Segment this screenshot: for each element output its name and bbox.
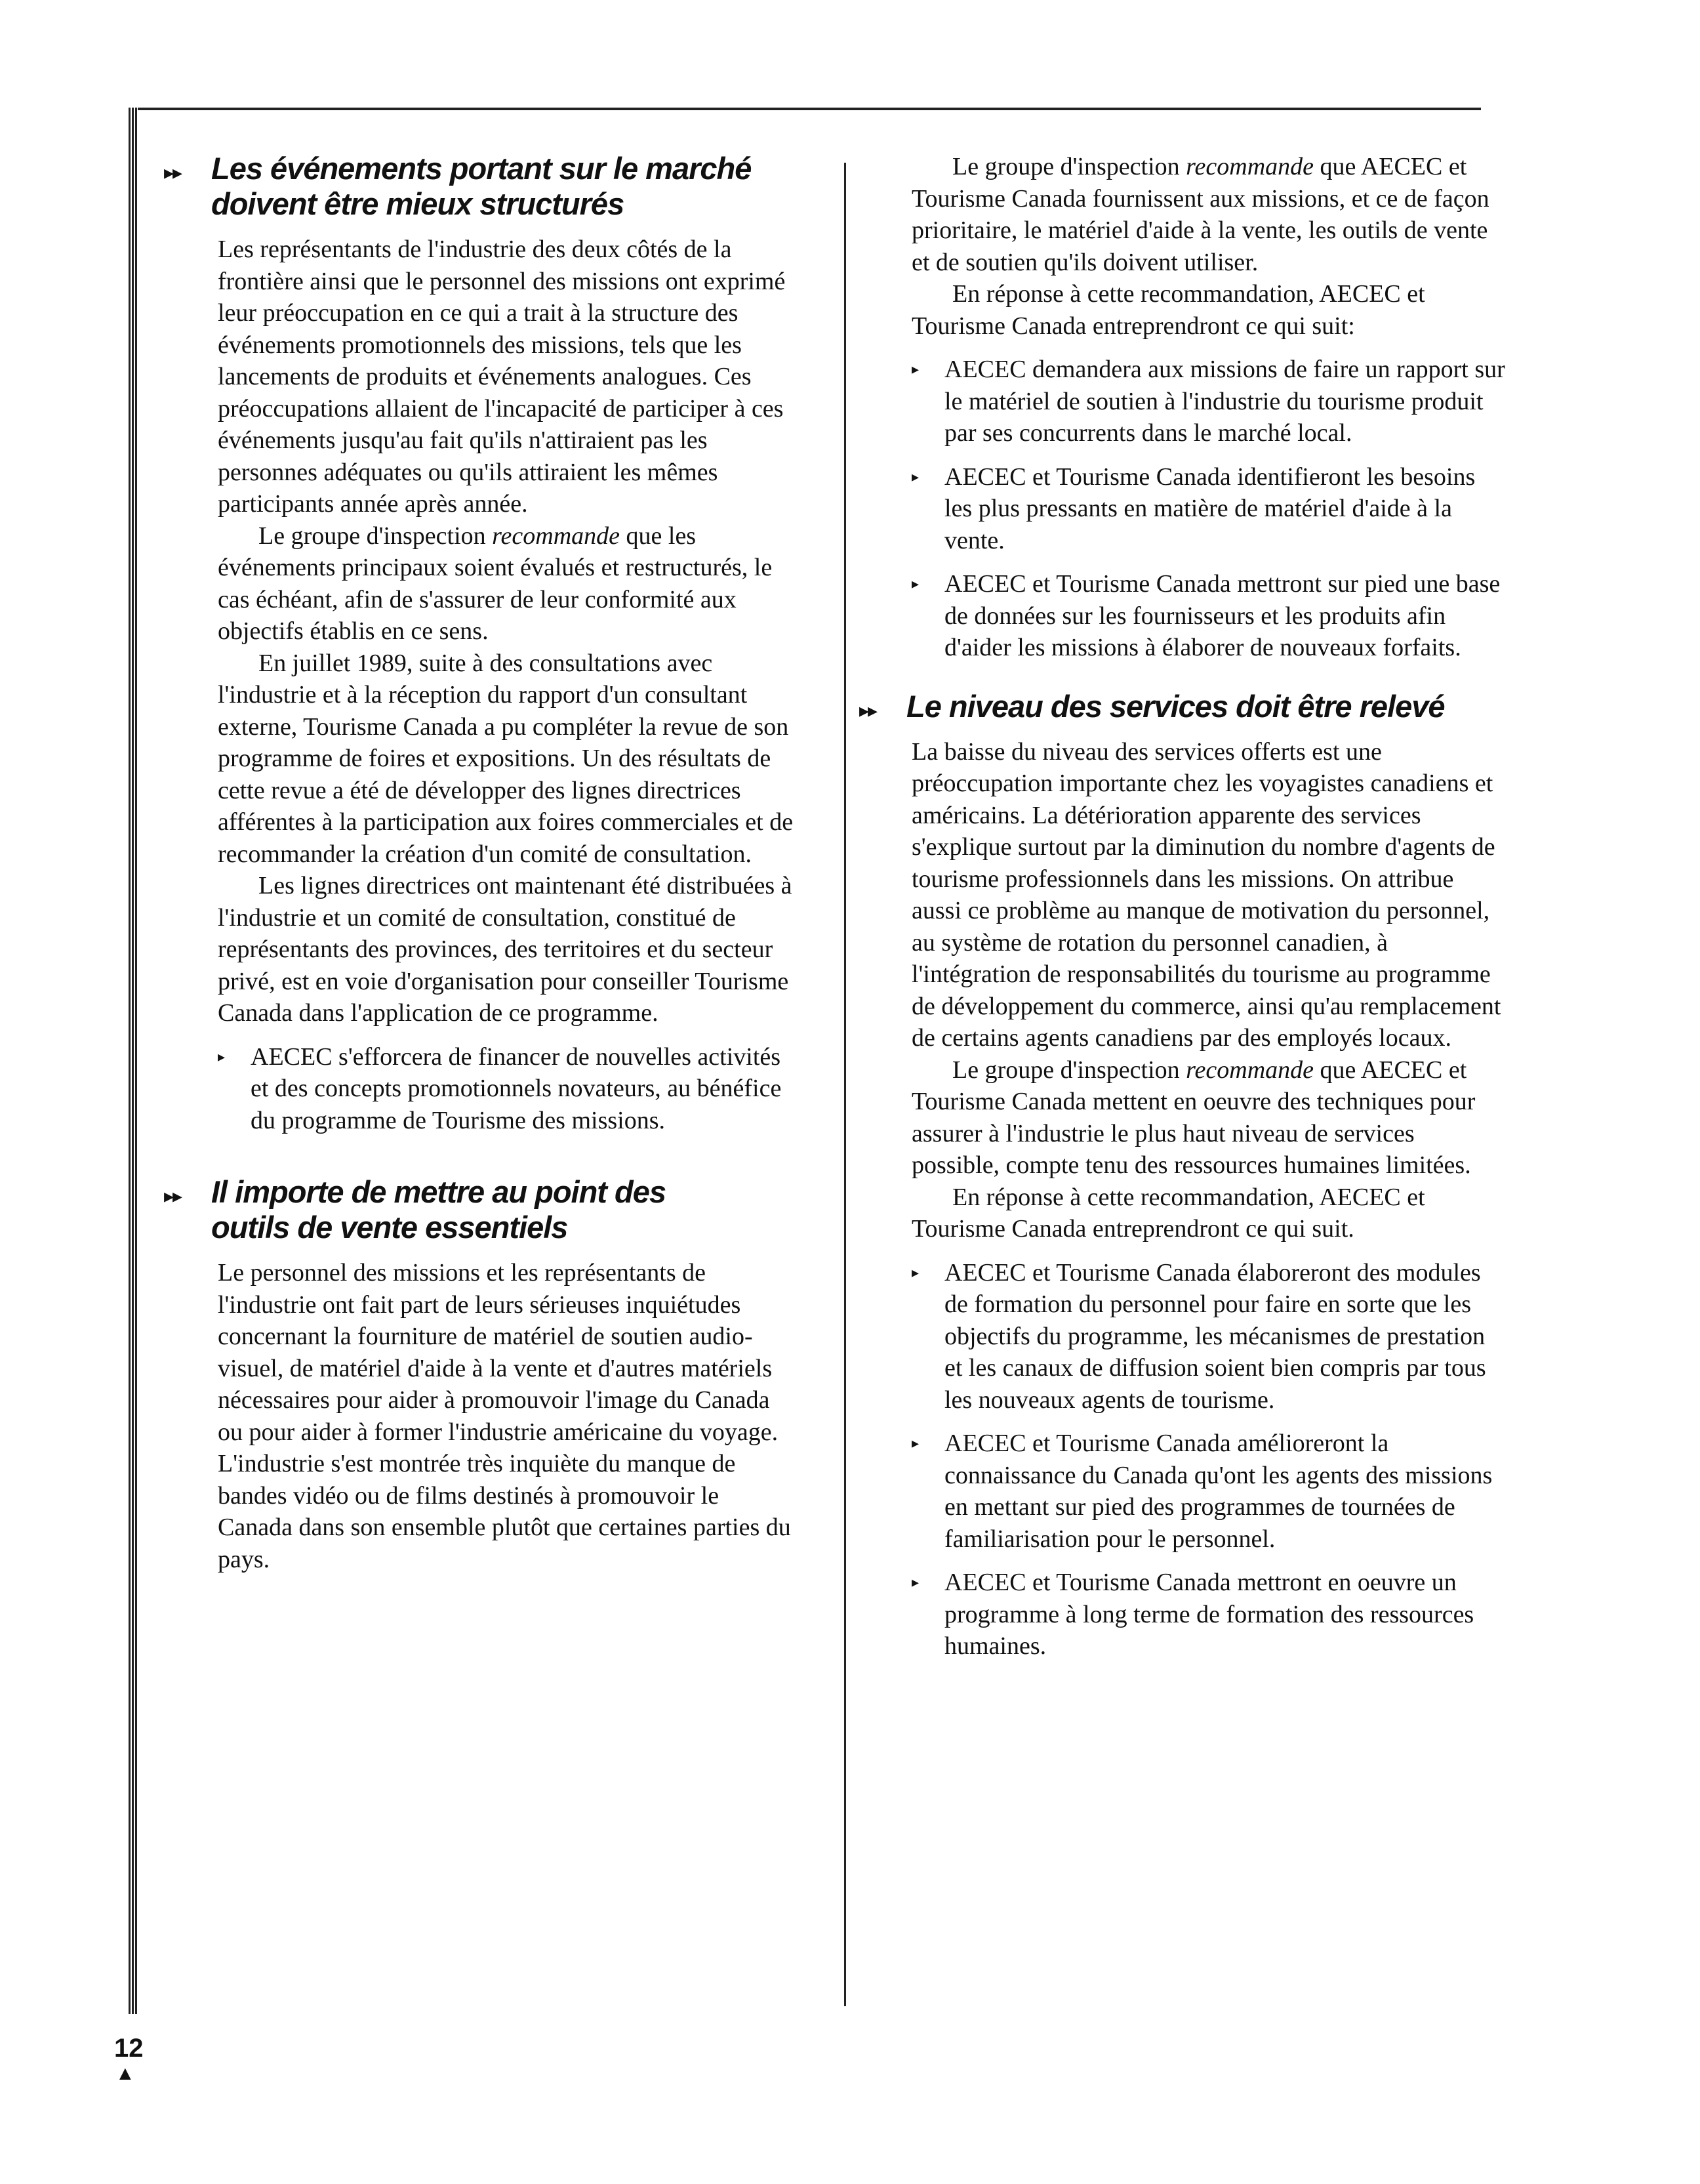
paragraph: En réponse à cette recommandation, AECEC et Tourisme Canada entreprendront ce qui suit.	[912, 1183, 1425, 1243]
section-title: Le niveau des services doit être relevé	[906, 688, 1445, 724]
left-margin-bar	[129, 108, 138, 2014]
list-item: ▸ AECEC et Tourisme Canada amélioreront la connaissance du Canada qu'ont les agents des missions en mettant sur pied des programmes de tournées de familiarisation pour le personnel.	[912, 1428, 1508, 1555]
section-title: Il importe de mettre au point des outils de vente essentiels	[211, 1174, 666, 1245]
list-item: ▸ AECEC et Tourisme Canada mettront en oeuvre un programme à long terme de formation des ressources humaines.	[912, 1567, 1508, 1662]
bullet-arrow-icon: ▸	[218, 1048, 226, 1065]
double-arrow-icon: ▸▸	[859, 699, 877, 722]
paragraph: Le groupe d'inspection recommande que AECEC et Tourisme Canada fournissent aux missions, et ce de façon prioritaire, le matériel d'aide à la vente, les outils de vente et de soutien qu'ils doivent utiliser.	[912, 153, 1489, 276]
list-item: ▸ AECEC demandera aux missions de faire un rapport sur le matériel de soutien à l'industrie du tourisme produit par ses concurrents dans le marché local.	[912, 354, 1508, 449]
list-item: ▸ AECEC et Tourisme Canada identifieront les besoins les plus pressants en matière de matériel d'aide à la vente.	[912, 461, 1508, 557]
section-heading-services	[859, 689, 1508, 724]
bullet-arrow-icon: ▸	[912, 468, 920, 485]
bullet-arrow-icon: ▸	[912, 1264, 920, 1281]
paragraph: Le personnel des missions et les représentants de l'industrie ont fait part de leurs sérieuses inquiétudes concernant la fourniture de matériel de soutien audio-visuel, de matériel d'aide à la vente et d'autres matériels nécessaires pour aider à promouvoir l'image du Canada ou pour aider à former l'industrie américaine du voyage. L'industrie s'est montrée très inquiète du manque de bandes vidéo ou de films destinés à promouvoir le Canada dans son ensemble plutôt que certaines parties du pays.	[218, 1259, 791, 1573]
right-column	[859, 151, 1508, 1674]
section-body-sales-tools-continued	[859, 151, 1508, 664]
section-title: Les événements portant sur le marché doivent être mieux structurés	[211, 151, 752, 221]
double-arrow-icon: ▸▸	[164, 1185, 182, 1207]
bullet-arrow-icon: ▸	[912, 575, 920, 592]
bullet-arrow-icon: ▸	[912, 1574, 920, 1590]
double-arrow-icon: ▸▸	[164, 162, 182, 184]
bullet-list	[218, 1041, 794, 1137]
section-body-sales-tools	[164, 1257, 794, 1575]
list-item: ▸ AECEC et Tourisme Canada mettront sur pied une base de données sur les fournisseurs et les produits afin d'aider les missions à élaborer de nouveaux forfaits.	[912, 568, 1508, 664]
section-body-events	[164, 234, 794, 1136]
section-heading-sales-tools	[164, 1174, 794, 1245]
top-rule	[129, 108, 1481, 110]
paragraph: Le groupe d'inspection recommande que AECEC et Tourisme Canada mettent en oeuvre des techniques pour assurer à l'industrie le plus haut niveau de services possible, compte tenu des ressources humaines limitées.	[912, 1056, 1476, 1179]
triangle-icon: ▲	[115, 2063, 135, 2084]
bullet-list	[912, 1257, 1508, 1662]
bullet-arrow-icon: ▸	[912, 1435, 920, 1451]
paragraph: Le groupe d'inspection recommande que les événements principaux soient évalués et restructurés, le cas échéant, afin de s'assurer de leur conformité aux objectifs établis en ce sens.	[218, 522, 773, 645]
paragraph: Les représentants de l'industrie des deux côtés de la frontière ainsi que le personnel des missions ont exprimé leur préoccupation en ce qui a trait à la structure des événements promotionnels des missions, tels que les lancements de produits et événements analogues. Ces préoccupations allaient de l'incapacité de participer à ces événements jusqu'au fait qu'ils n'attiraient pas les personnes adéquates ou qu'ils attiraient les mêmes participants année après année.	[218, 236, 786, 518]
section-body-services	[859, 736, 1508, 1662]
bullet-arrow-icon: ▸	[912, 361, 920, 377]
section-heading-events	[164, 151, 794, 222]
list-item: ▸ AECEC et Tourisme Canada élaboreront des modules de formation du personnel pour faire en sorte que les objectifs du programme, les mécanismes de prestation et les canaux de diffusion soient bien compris par tous les nouveaux agents de tourisme.	[912, 1257, 1508, 1416]
column-divider	[844, 163, 846, 2006]
bullet-list	[912, 354, 1508, 664]
list-item: ▸ AECEC s'efforcera de financer de nouvelles activités et des concepts promotionnels novateurs, au bénéfice du programme de Tourisme des missions.	[218, 1041, 794, 1137]
page-number: 12	[114, 2034, 144, 2063]
paragraph: La baisse du niveau des services offerts est une préoccupation importante chez les voyagistes canadiens et américains. La détérioration apparente des services s'explique surtout par la diminution du nombre d'agents de tourisme professionnels dans les missions. On attribue aussi ce problème au manque de motivation du personnel, au système de rotation du personnel canadien, à l'intégration de responsabilités du tourisme au programme de développement du commerce, ainsi qu'au remplacement de certains agents canadiens par des employés locaux.	[912, 737, 1501, 1052]
left-column	[164, 151, 794, 1575]
paragraph: Les lignes directrices ont maintenant été distribuées à l'industrie et un comité de consultation, constitué de représentants des provinces, des territoires et du secteur privé, est en voie d'organisation pour conseiller Tourisme Canada dans l'application de ce programme.	[218, 872, 792, 1027]
paragraph: En juillet 1989, suite à des consultations avec l'industrie et à la réception du rapport d'un consultant externe, Tourisme Canada a pu compléter la revue de son programme de foires et expositions. Un des résultats de cette revue a été de développer des lignes directrices afférentes à la participation aux foires commerciales et de recommander la création d'un comité de consultation.	[218, 649, 794, 868]
paragraph: En réponse à cette recommandation, AECEC et Tourisme Canada entreprendront ce qui suit:	[912, 280, 1425, 340]
